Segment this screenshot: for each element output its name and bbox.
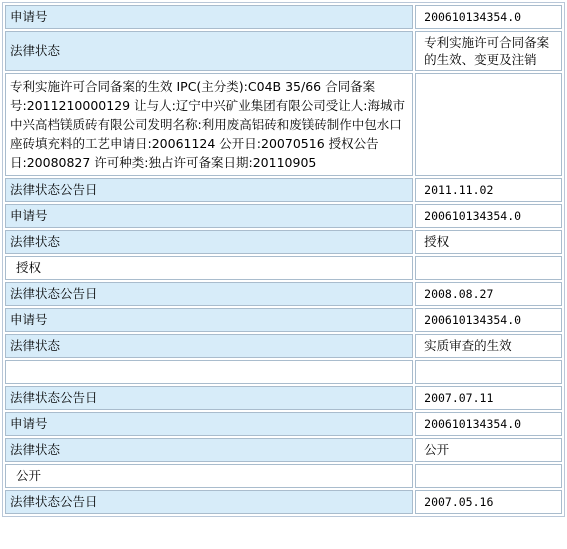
table-row (5, 490, 562, 514)
table-row (5, 230, 562, 254)
table-row (5, 204, 562, 228)
legal-status-detail: 授权 (5, 256, 413, 280)
legal-status-value: 授权 (415, 230, 562, 254)
legal-status-detail: 专利实施许可合同备案的生效 IPC(主分类):C04B 35/66 合同备案号:2011210000129 让与人:辽宁中兴矿业集团有限公司受让人:海城市中兴高档镁质砖有限公司发明名称:利用废高铝砖和废镁砖制作中包水口座砖填充料的工艺申请日:20061124 公开日:20070516 授权公告日:20080827 许可种类:独占许可备案日期:20110905 (5, 73, 413, 176)
legal-status-label: 法律状态 (5, 438, 413, 462)
table-row (5, 464, 562, 488)
legal-status-value: 公开 (415, 438, 562, 462)
table-row (5, 178, 562, 202)
app-no-value: 200610134354.0 (415, 412, 562, 436)
legal-status-value: 专利实施许可合同备案的生效、变更及注销 (415, 31, 562, 71)
legal-status-label: 法律状态 (5, 334, 413, 358)
table-row (5, 308, 562, 332)
detail-blank-cell (415, 73, 562, 176)
app-no-value: 200610134354.0 (415, 308, 562, 332)
announce-date-label: 法律状态公告日 (5, 386, 413, 410)
legal-status-detail (5, 360, 413, 384)
announce-date-value: 2007.05.16 (415, 490, 562, 514)
app-no-value: 200610134354.0 (415, 5, 562, 29)
legal-status-label: 法律状态 (5, 230, 413, 254)
table-row (5, 334, 562, 358)
announce-date-value: 2011.11.02 (415, 178, 562, 202)
detail-blank-cell (415, 464, 562, 488)
table-row (5, 386, 562, 410)
detail-blank-cell (415, 360, 562, 384)
app-no-label: 申请号 (5, 204, 413, 228)
app-no-label: 申请号 (5, 5, 413, 29)
legal-status-value: 实质审查的生效 (415, 334, 562, 358)
announce-date-label: 法律状态公告日 (5, 178, 413, 202)
announce-date-value: 2007.07.11 (415, 386, 562, 410)
detail-blank-cell (415, 256, 562, 280)
table-row (5, 360, 562, 384)
legal-status-label: 法律状态 (5, 31, 413, 71)
table-row (5, 282, 562, 306)
app-no-label: 申请号 (5, 308, 413, 332)
table-row (5, 31, 562, 71)
table-row (5, 412, 562, 436)
announce-date-label: 法律状态公告日 (5, 282, 413, 306)
app-no-value: 200610134354.0 (415, 204, 562, 228)
table-row (5, 438, 562, 462)
legal-status-detail: 公开 (5, 464, 413, 488)
table-row (5, 5, 562, 29)
app-no-label: 申请号 (5, 412, 413, 436)
legal-status-table (2, 2, 565, 517)
announce-date-value: 2008.08.27 (415, 282, 562, 306)
table-row (5, 73, 562, 176)
table-row (5, 256, 562, 280)
announce-date-label: 法律状态公告日 (5, 490, 413, 514)
